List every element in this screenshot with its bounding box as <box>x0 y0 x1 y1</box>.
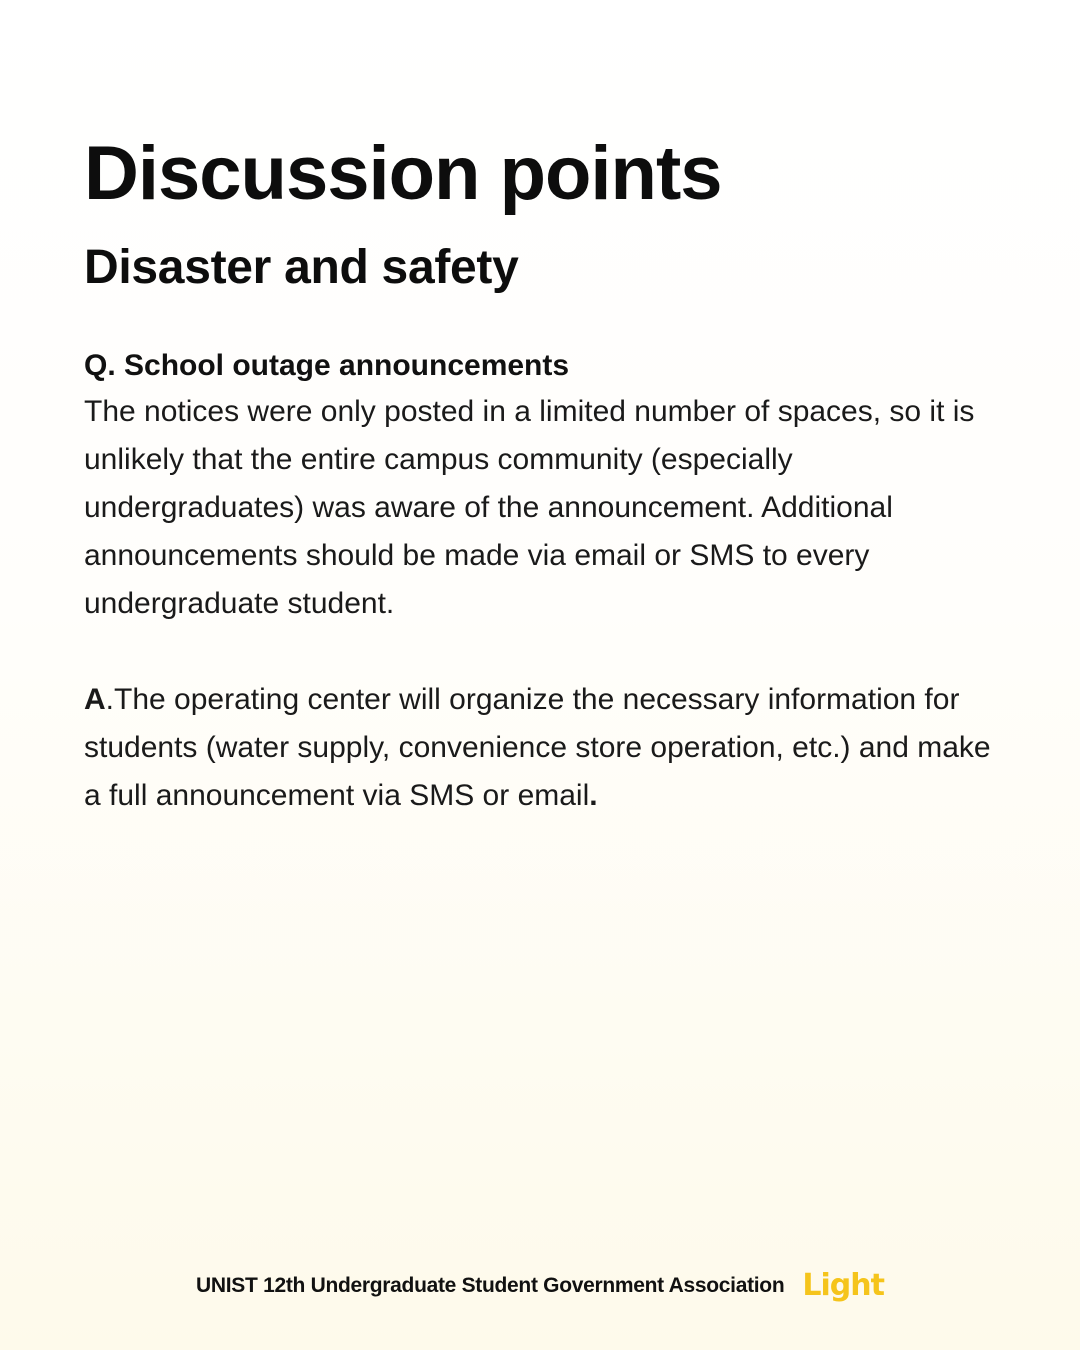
main-content <box>84 128 1004 820</box>
answer-block <box>84 676 1004 820</box>
answer-end-mark: . <box>589 779 598 812</box>
light-logo: Light <box>802 1268 884 1303</box>
answer-body: .The operating center will organize the necessary information for students (water supply, convenience store operation, etc.) and make a full announcement via SMS or email <box>84 683 991 812</box>
page-title: Discussion points <box>84 131 722 216</box>
page-subtitle: Disaster and safety <box>84 241 519 294</box>
question-body: The notices were only posted in a limited number of spaces, so it is unlikely that the entire campus community (especially undergraduates) was aware of the announcement. Additional announcements should be made via email or SMS to every undergraduate student. <box>84 395 975 620</box>
question-heading: Q. School outage announcements <box>84 349 570 382</box>
footer-organization: UNIST 12th Undergraduate Student Government Association <box>196 1274 785 1297</box>
question-block <box>84 344 1004 628</box>
footer <box>0 1266 1080 1306</box>
answer-paragraph <box>84 676 1004 820</box>
answer-label: A <box>84 683 106 716</box>
